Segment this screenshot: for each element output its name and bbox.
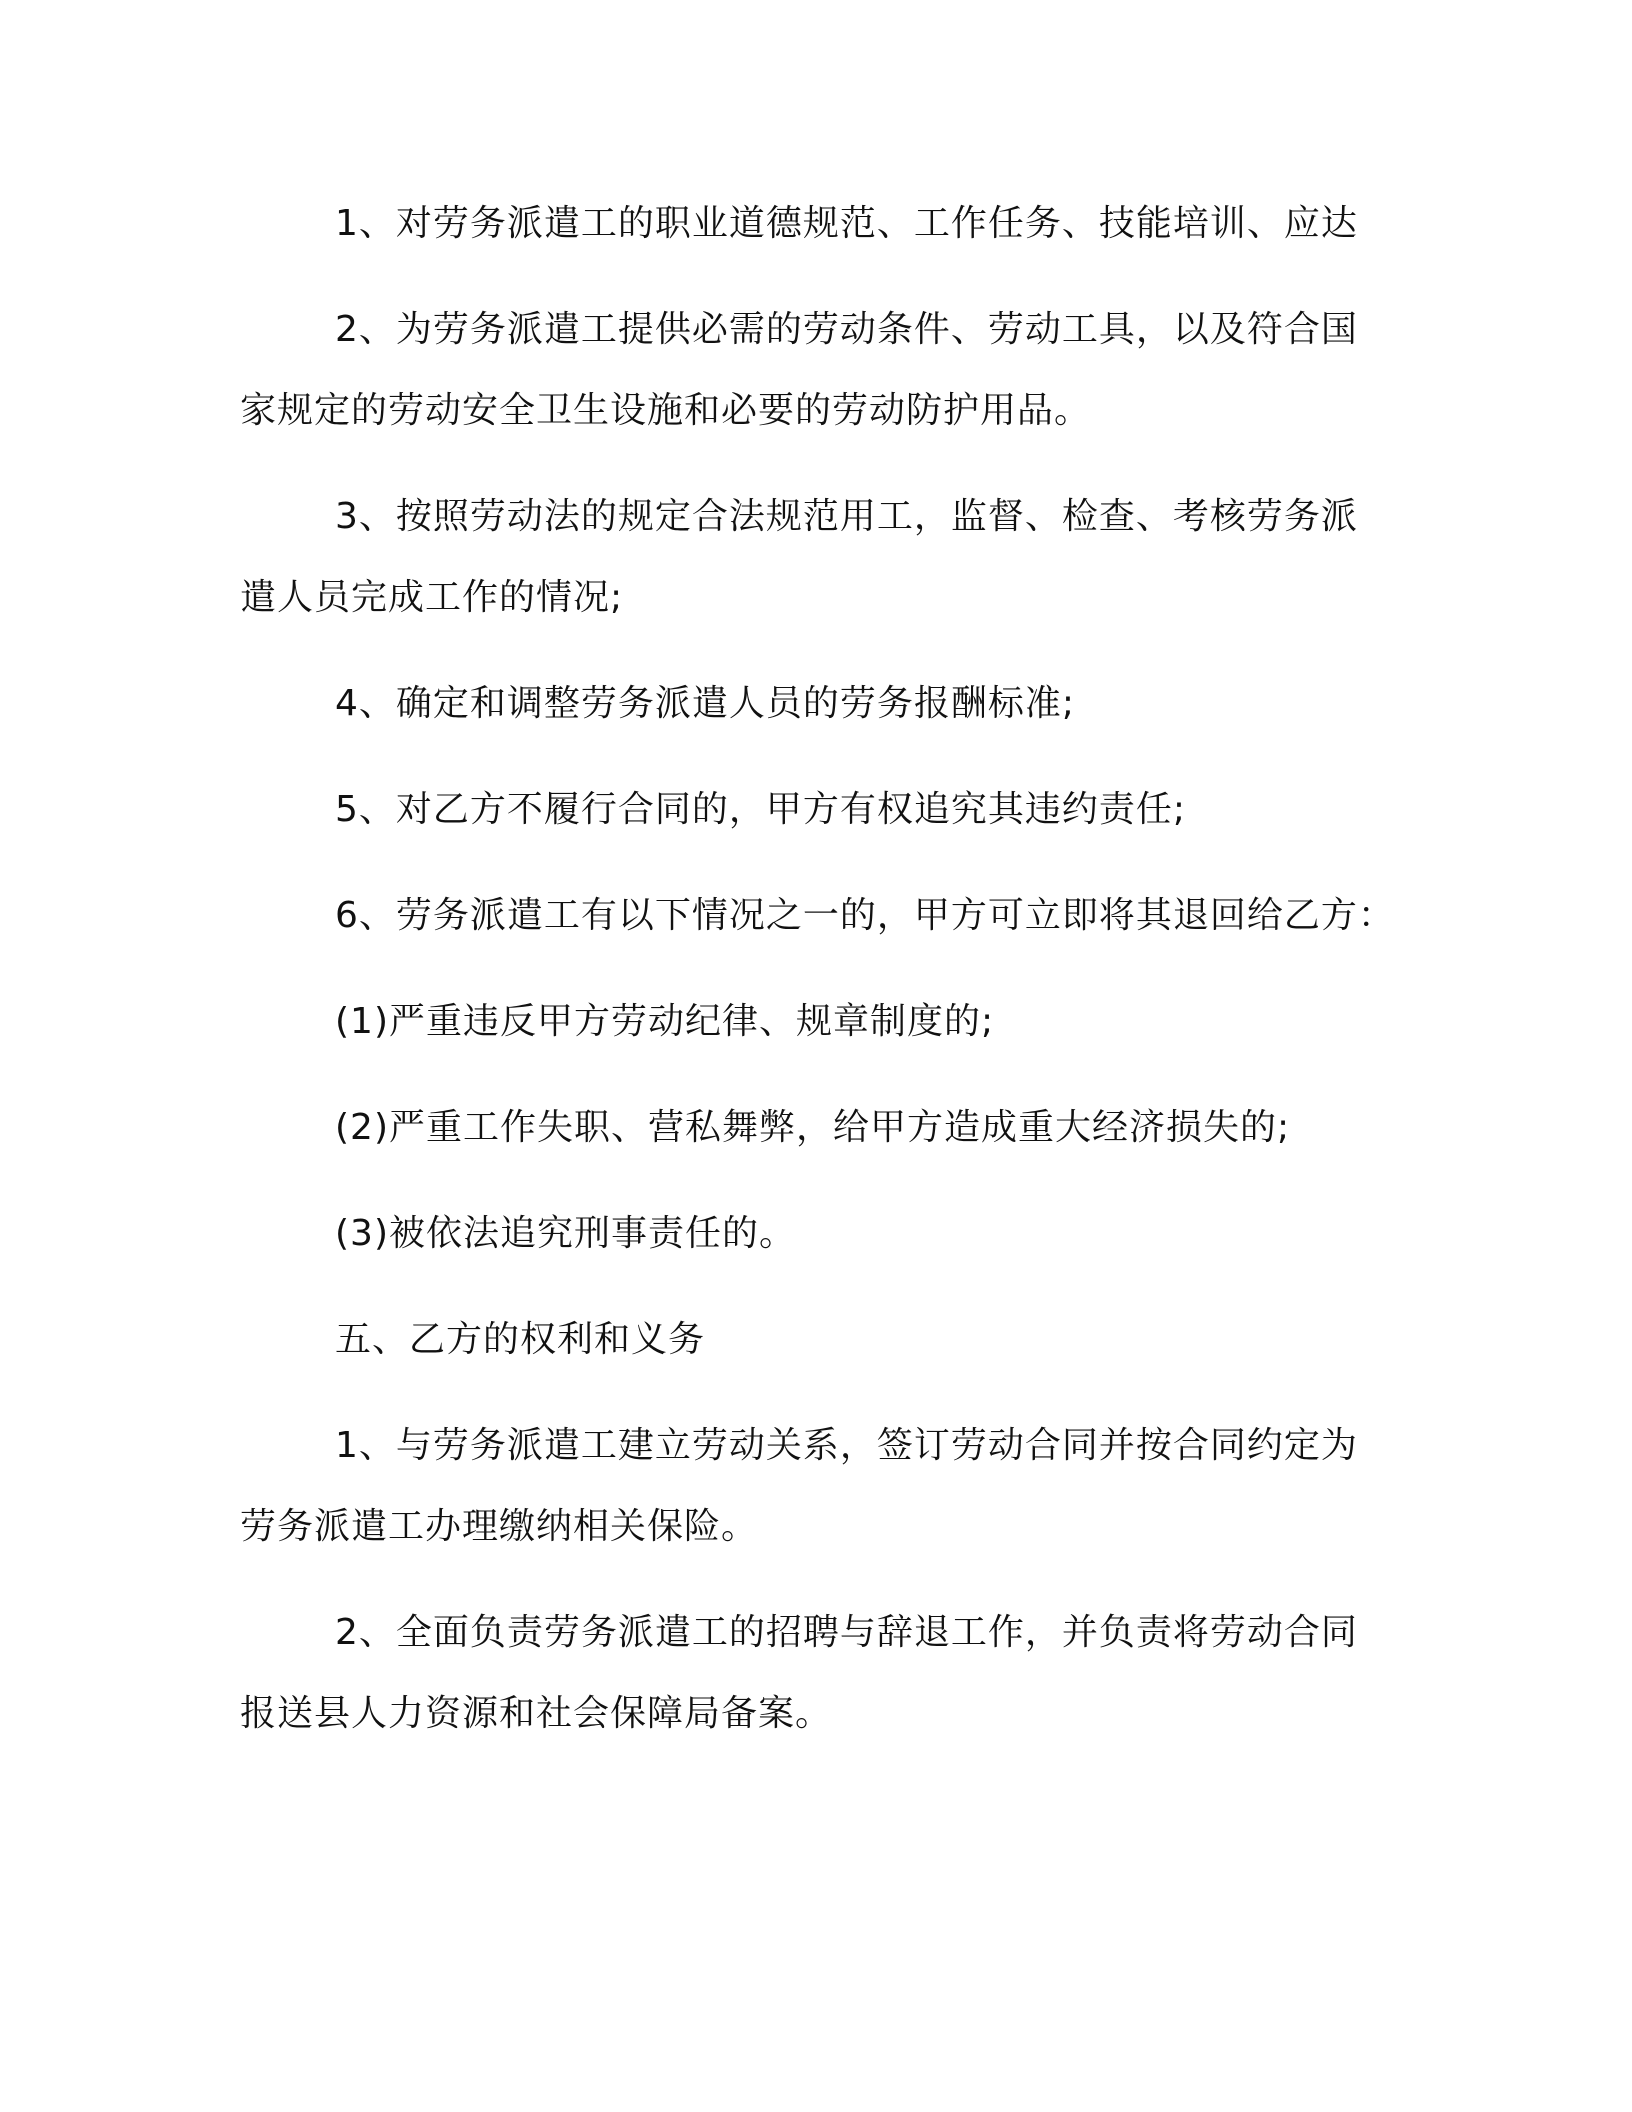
paragraph-1: 1、对劳务派遣工的职业道德规范、工作任务、技能培训、应达 — [335, 203, 1358, 244]
paragraph-10: 1、与劳务派遣工建立劳动关系，签订劳动合同并按合同约定为劳务派遣工办理缴纳相关保险。 — [240, 1425, 1358, 1547]
paragraph-5: 5、对乙方不履行合同的，甲方有权追究其违约责任; — [335, 789, 1187, 830]
paragraph-9: (3)被依法追究刑事责任的。 — [335, 1213, 796, 1254]
paragraph-7: (1)严重违反甲方劳动纪律、规章制度的; — [335, 1001, 995, 1042]
section-heading-5: 五、乙方的权利和义务 — [335, 1319, 706, 1360]
paragraph-11: 2、全面负责劳务派遣工的招聘与辞退工作，并负责将劳动合同报送县人力资源和社会保障局备案。 — [240, 1612, 1358, 1734]
paragraph-3: 3、按照劳动法的规定合法规范用工，监督、检查、考核劳务派遣人员完成工作的情况; — [240, 496, 1358, 618]
paragraph-8: (2)严重工作失职、营私舞弊，给甲方造成重大经济损失的; — [335, 1107, 1291, 1148]
paragraph-4: 4、确定和调整劳务派遣人员的劳务报酬标准; — [335, 683, 1076, 724]
document-body — [240, 183, 1395, 1779]
paragraph-2: 2、为劳务派遣工提供必需的劳动条件、劳动工具，以及符合国家规定的劳动安全卫生设施和必要的劳动防护用品。 — [240, 309, 1358, 431]
paragraph-6: 6、劳务派遣工有以下情况之一的，甲方可立即将其退回给乙方： — [335, 895, 1395, 936]
